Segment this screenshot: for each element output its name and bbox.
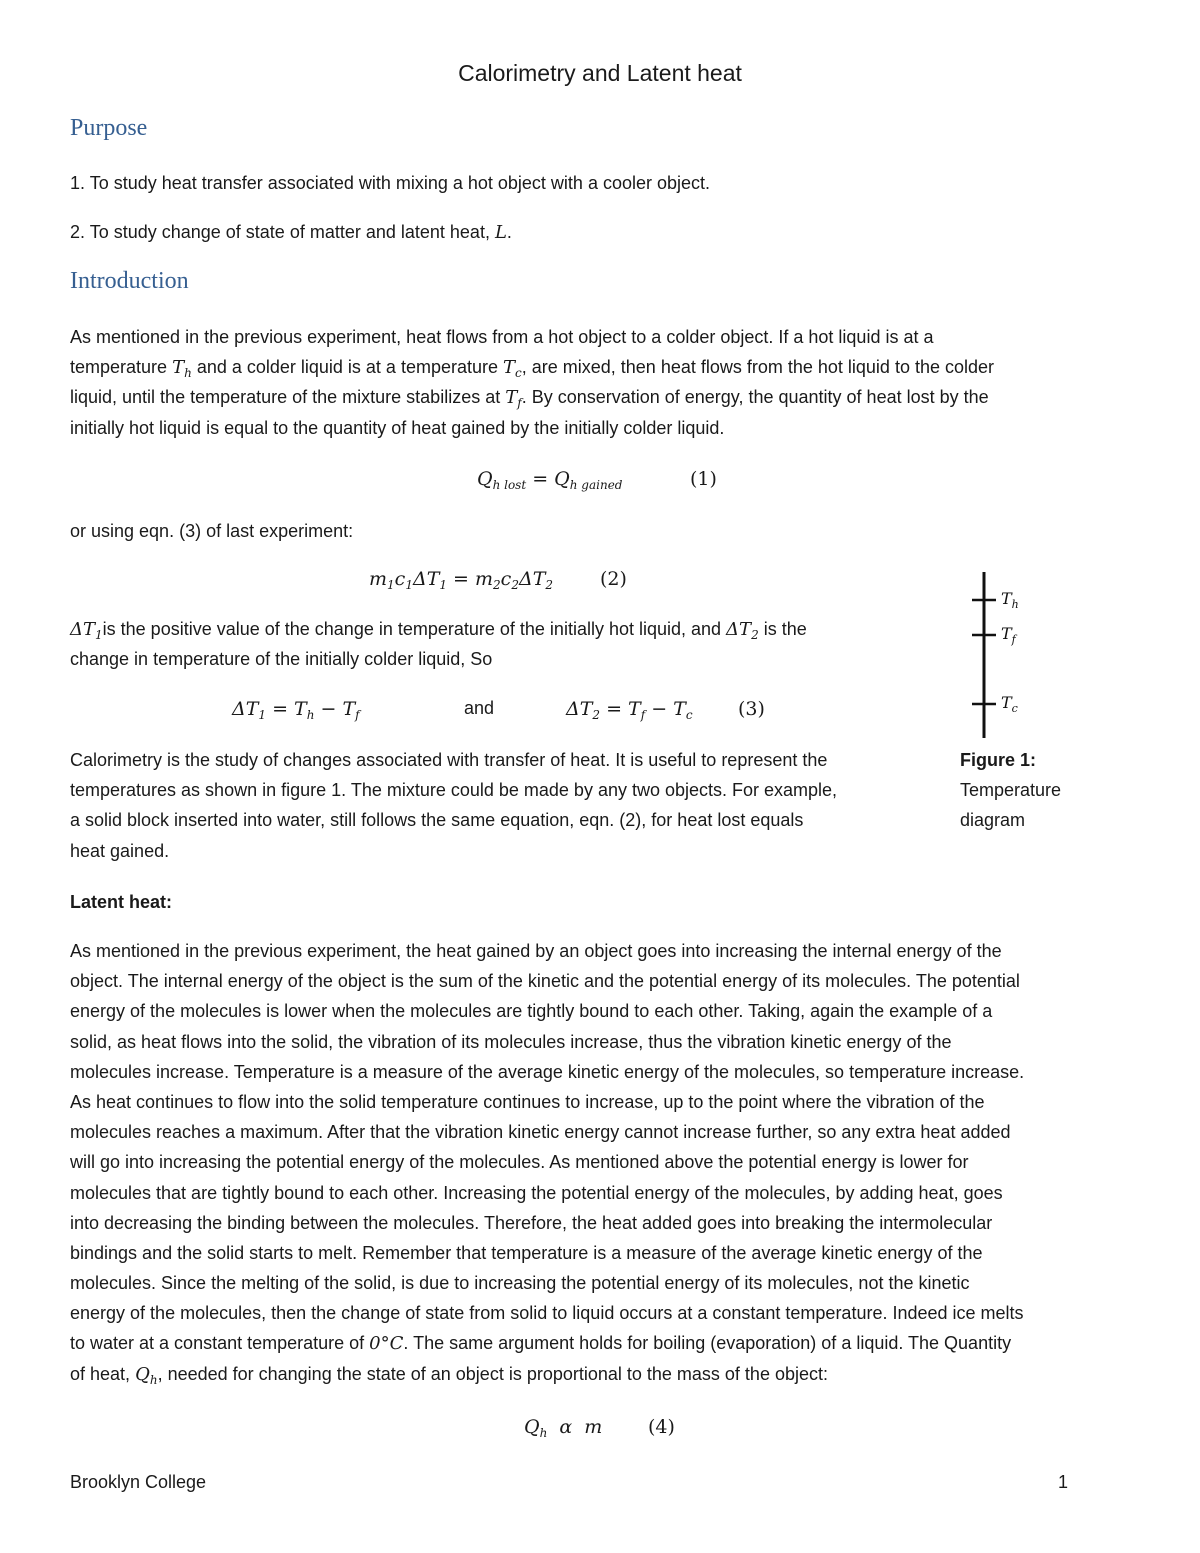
latent-heat-paragraph: As mentioned in the previous experiment, the heat gained by an object goes into increasing the internal energy of the object. The internal energy of the object is the sum of the kinetic and the potential energy of its molecules. The potential energy of the molecules is lower when the molecules are tightly bound to each other. Taking, again the example of a solid, as heat flows into the solid, the vibration of its molecules increase, thus the vibration kinetic energy of the molecules increase. Temperature is a measure of the average kinetic energy of the molecules, so temperature increase. As heat continues to flow into the solid temperature continues to increase, up to the point where the vibration of the molecules reaches a maximum. After that the vibration kinetic energy cannot increase further, so any extra heat added will go into increasing the potential energy of the molecules. As mentioned above the potential energy is lower for molecules that are tightly bound to each other. Increasing the potential energy of the molecules, by adding heat, goes into decreasing the binding between the molecules. Therefore, the heat added goes into breaking the intermolecular bindings and the solid starts to melt. Remember that temperature is a measure of the average kinetic energy of the molecules. Since the melting of the solid, is due to increasing the potential energy of its molecules, not the kinetic energy of the molecules, then the change of state from solid to liquid occurs at a constant temperature. Indeed ice melts to water at a constant temperature of 0°C. The same argument holds for boiling (evaporation) of a liquid. The Quantity of heat, $Q_h$, needed for changing the state of an object is proportional to the mass of the object: [70, 941, 1025, 1387]
temperature-diagram [960, 568, 1040, 743]
introduction-heading: Introduction [70, 268, 189, 294]
equation-2: $m_1c_1\Delta T_1 = m_2c_2\Delta T_2$ [369, 568, 554, 592]
or-using-text: or using eqn. (3) of last experiment: [70, 521, 354, 541]
intro-paragraph-1: As mentioned in the previous experiment, heat flows from a hot object to a colder object. If a hot liquid is at a temperature $T_h$ and a colder liquid is at a temperature $T_c$, are mixed, then heat flows from the hot liquid to the colder liquid, until the temperature of the mixture stabilizes at $T_f$. By conservation of energy, the quantity of heat lost by the initially hot liquid is equal to the quantity of heat gained by the initially colder liquid. [70, 327, 995, 438]
equation-1: $Q_{h lost} = Q_{h gained}$ [477, 468, 623, 492]
label-th: $T_h$ [1001, 589, 1019, 611]
equation-2-number: (2) [600, 568, 627, 590]
figure-caption [960, 745, 1061, 835]
equation-3-number: (3) [738, 698, 765, 720]
label-tf: $T_f$ [1001, 624, 1016, 646]
equation-3-right: $\Delta T_2 = T_f - T_c$ [566, 698, 693, 722]
purpose-item-2: 2. To study change of state of matter and latent heat, L. [70, 222, 512, 243]
equation-3-left: $\Delta T_1 = T_h - T_f$ [232, 698, 360, 722]
equation-4: $Q_h$ α m [524, 1416, 603, 1440]
footer-institution: Brooklyn College [70, 1472, 207, 1492]
equation-1-number: (1) [690, 468, 717, 490]
intro-paragraph-2: $\Delta T_1is$ the positive value of the change in temperature of the initially hot liquid, and $\Delta T_2$ is the change in temperature of the initially colder liquid, So [70, 619, 807, 670]
label-tc: $T_c$ [1001, 693, 1018, 715]
purpose-item-1: 1. To study heat transfer associated with mixing a hot object with a cooler object. [70, 173, 711, 193]
purpose-heading: Purpose [70, 115, 148, 141]
figure-caption-text-1: Temperature [960, 780, 1062, 800]
page-number: 1 [1058, 1472, 1069, 1492]
equation-4-number: (4) [648, 1416, 675, 1438]
figure-caption-text-2: diagram [960, 810, 1026, 830]
figure-caption-label: Figure 1: [960, 750, 1037, 770]
equation-3-and: and [464, 698, 495, 718]
document-title: Calorimetry and Latent heat [458, 60, 742, 86]
latent-heat-heading: Latent heat: [70, 892, 173, 912]
intro-paragraph-3: Calorimetry is the study of changes associated with transfer of heat. It is useful to represent the temperatures as shown in figure 1. The mixture could be made by any two objects. For example, a solid block inserted into water, still follows the same equation, eqn. (2), for heat lost equals heat gained. [70, 750, 838, 861]
